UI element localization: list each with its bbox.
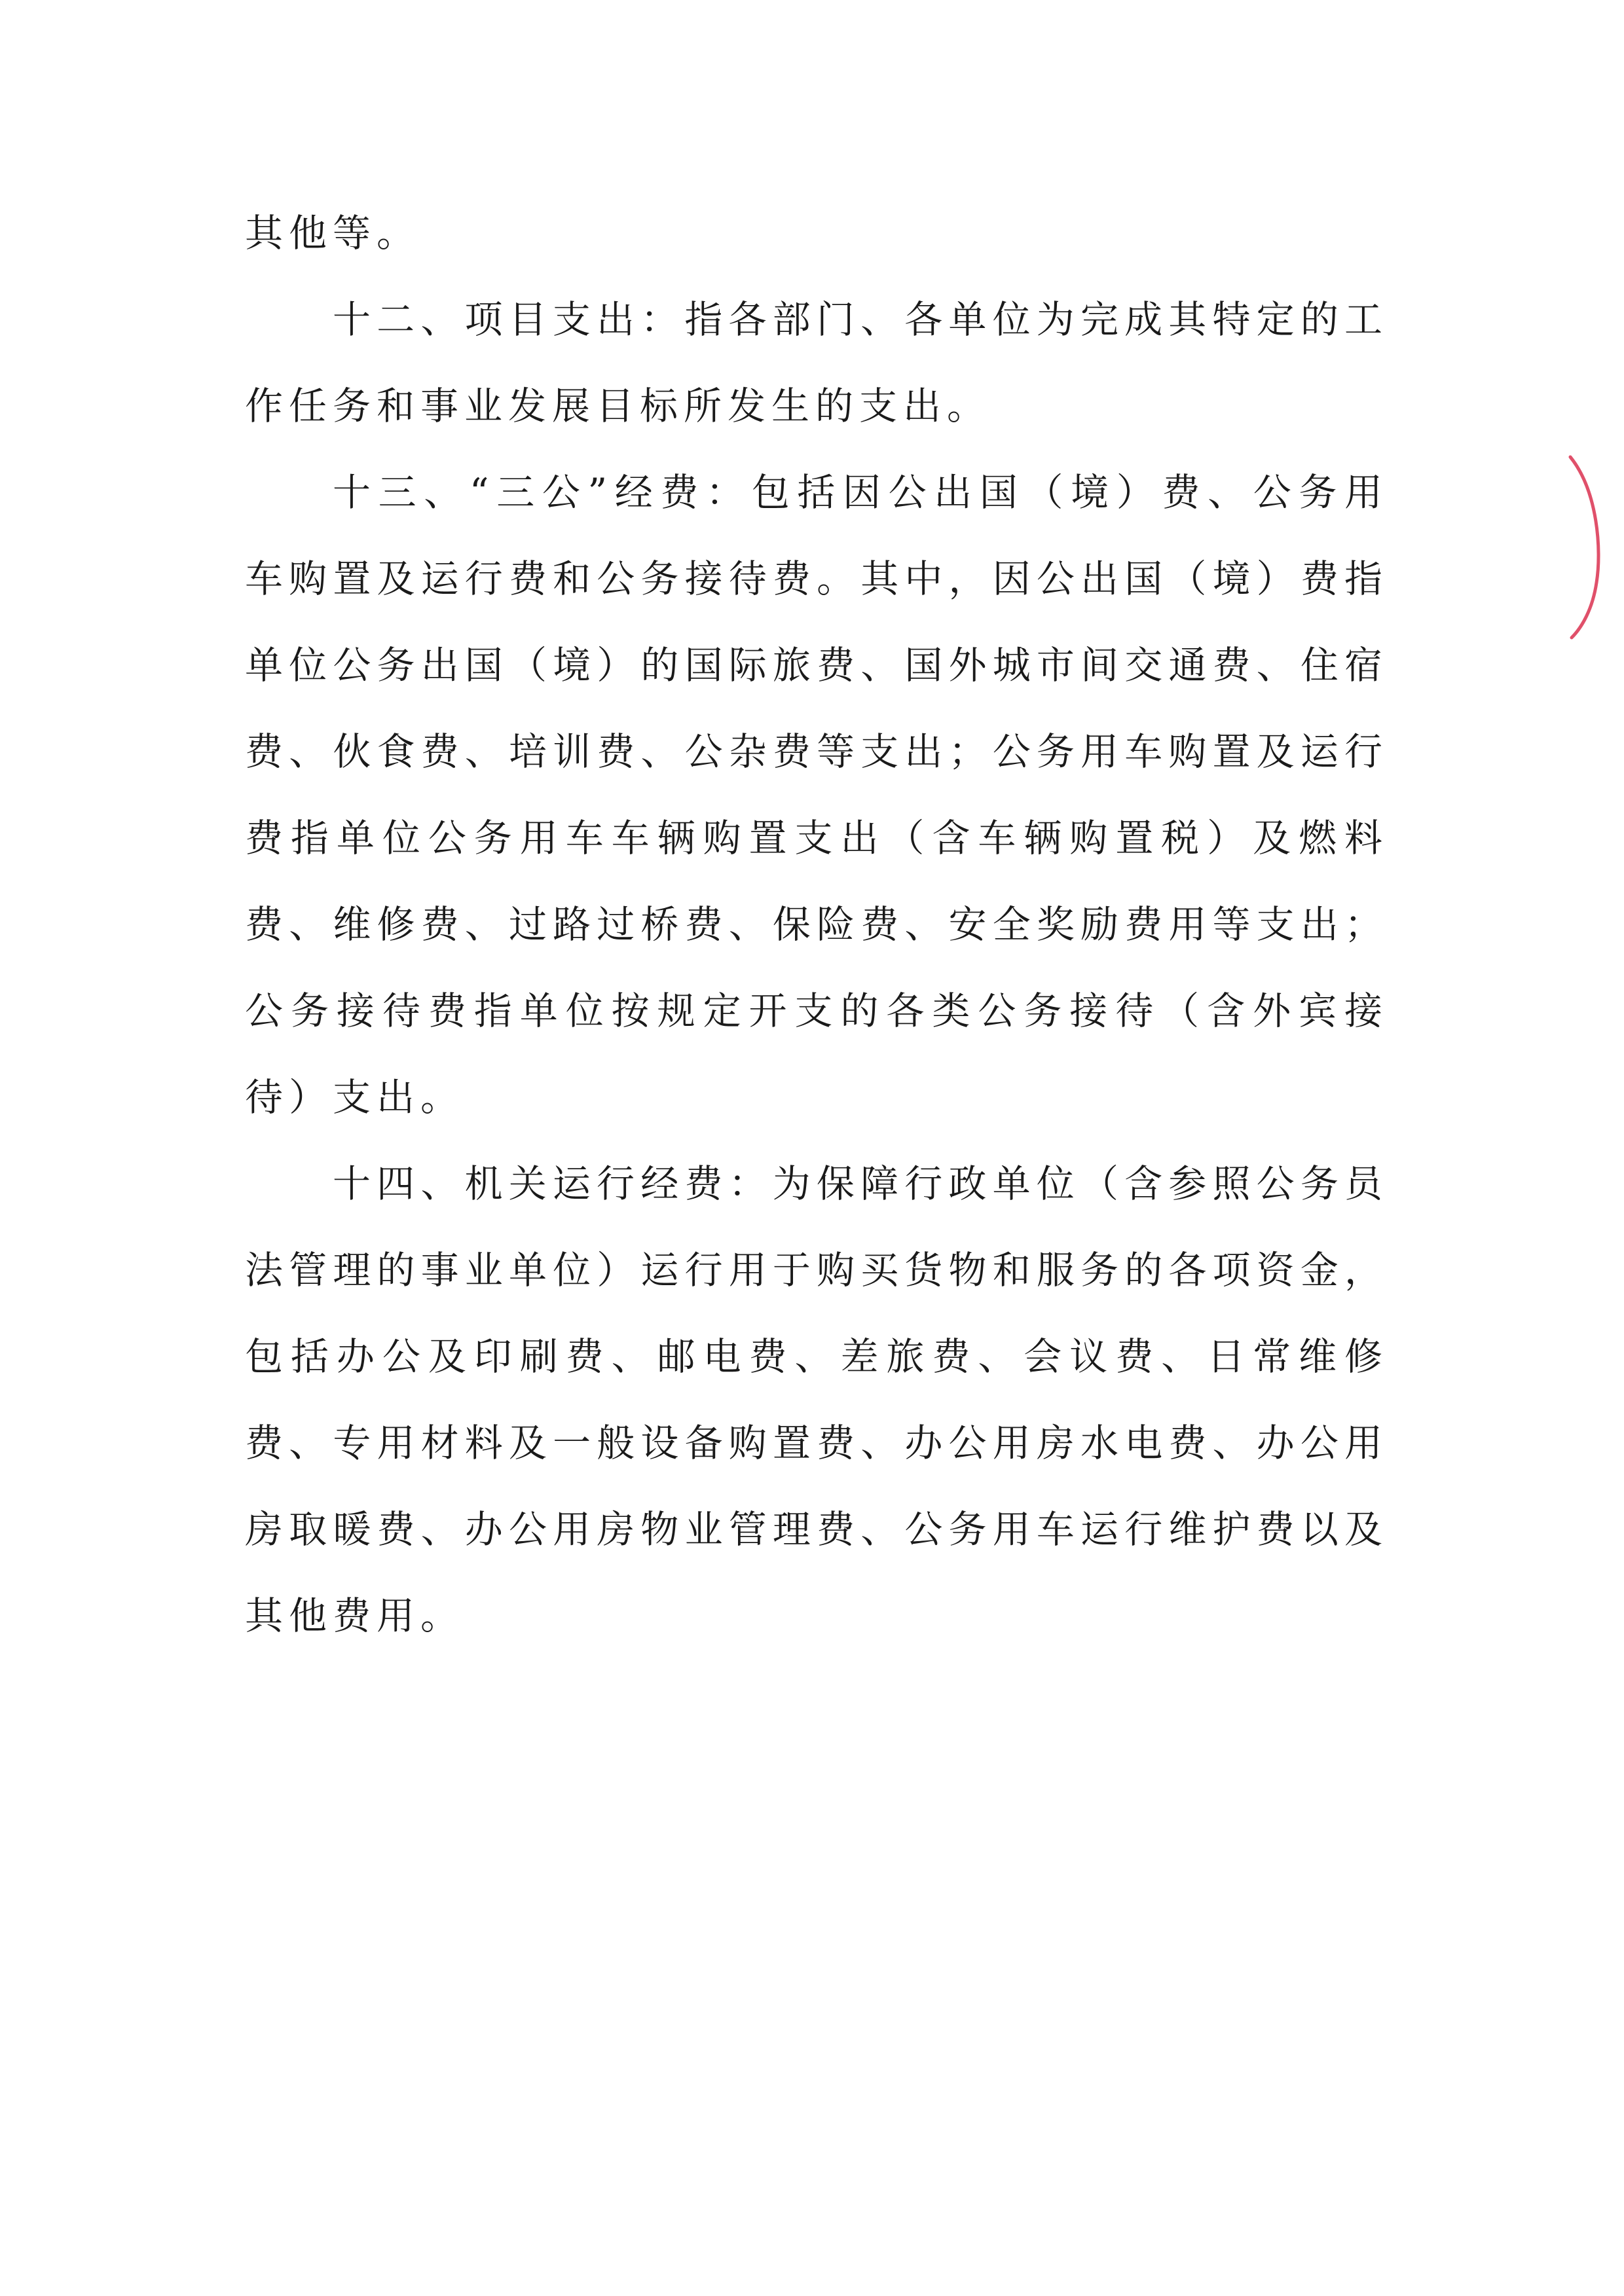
paragraph-item-12: 十二、项目支出：指各部门、各单位为完成其特定的工作任务和事业发展目标所发生的支出。 [245, 297, 1388, 428]
document-body [245, 190, 1388, 1659]
paragraph-item-13: 十三、“三公”经费：包括因公出国（境）费、公务用车购置及运行费和公务接待费。其中，因公出国（境）费指单位公务出国（境）的国际旅费、国外城市间交通费、住宿费、伙食费、培训费、公杂费等支出；公务用车购置及运行费指单位公务用车车辆购置支出（含车辆购置税）及燃料费、维修费、过路过桥费、保险费、安全奖励费用等支出；公务接待费指单位按规定开支的各类公务接待（含外宾接待）支出。 [245, 470, 1388, 1120]
seal-edge-icon [1559, 452, 1611, 642]
paragraph-continuation: 其他等。 [245, 211, 421, 255]
paragraph-item-14: 十四、机关运行经费：为保障行政单位（含参照公务员法管理的事业单位）运行用于购买货物和服务的各项资金，包括办公及印刷费、邮电费、差旅费、会议费、日常维修费、专用材料及一般设备购置费、办公用房水电费、办公用房取暖费、办公用房物业管理费、公务用车运行维护费以及其他费用。 [245, 1161, 1388, 1638]
